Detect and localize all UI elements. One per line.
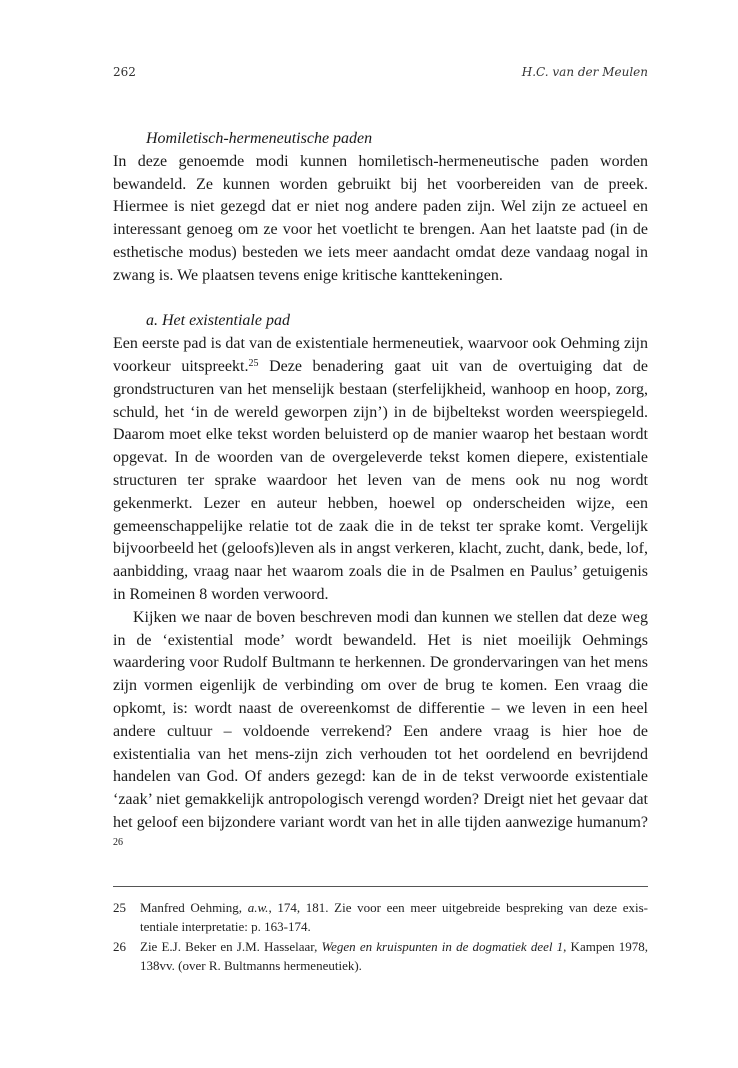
- page-number: 262: [113, 65, 136, 79]
- main-text: [113, 128, 648, 858]
- paragraph-existential-2: [113, 607, 648, 858]
- paragraph-existential-1: [113, 333, 648, 607]
- footnote-text: , Kampen 1978, 138vv. (over R. Bultmanns hermeneutiek).: [140, 939, 649, 973]
- footnote-italic: a.w.: [247, 900, 269, 915]
- section-heading-existential-path: a. Het existentiale pad: [146, 312, 290, 330]
- footnote-text: Manfred Oehming,: [140, 900, 248, 915]
- footnote-26: [113, 938, 648, 975]
- footnote-text: , 174, 181. Zie voor een meer uitgebreide bespreking van deze existentiale interpretatie: p. 163-174.: [140, 900, 648, 934]
- text-span: Kijken we naar de boven beschreven modi dan kunnen we stellen dat deze weg in de ‘existential mode’ wordt bewandeld. Het is niet moeilijk Oehmings waardering voor Rudolf Bultmann te herkennen. De grondervaringen van het mens zijn vormen eigenlijk de verbinding om over de brug te komen. Een vraag die opkomt, is: wordt naast de overeenkomst de differentie – we leven in een heel andere cultuur – voldoende verrekend? Een andere vraag is hier hoe de existentialia van het mens-zijn zich verhouden tot het oordelend en bevrijdend handelen van God. Of anders gezegd: kan de in de tekst verwoorde existentiale ‘zaak’ niet gemakkelijk antropologisch verengd worden? Dreigt niet het gevaar dat het geloof een bijzondere variant wordt van het in alle tijden aanwezige humanum?: [113, 608, 648, 831]
- paragraph-intro: In deze genoemde modi kunnen homiletisch-hermeneutische paden worden bewandeld. Ze kunnen worden gebruikt bij het voorbereiden van de preek. Hiermee is niet gezegd dat er niet nog andere paden zijn. Wel zijn ze actueel en interessant genoeg om ze voor het voetlicht te brengen. Aan het laatste pad (in de esthetische modus) besteden we iets meer aandacht omdat deze vandaag nogal in zwang is. We plaatsen tevens enige kritische kanttekeningen.: [113, 152, 648, 284]
- footnote-italic: Wegen en kruispunten in de dogmatiek deel 1: [321, 939, 564, 954]
- footnote-ref-25[interactable]: 25: [248, 357, 259, 369]
- footnote-number: 25: [113, 900, 126, 915]
- running-title: H.C. van der Meulen: [521, 65, 648, 79]
- footnote-text: Zie E.J. Beker en J.M. Hasselaar,: [140, 939, 322, 954]
- running-head: [113, 65, 648, 83]
- footnotes: [113, 899, 648, 977]
- section-heading-homiletic-paths: Homiletisch-hermeneutische paden: [146, 130, 373, 147]
- footnote-divider: [113, 886, 648, 887]
- text-span: Een eerste pad is dat van de existentiale hermeneutiek, waarvoor ook Oehming zijn voorkeur uitspreekt.: [113, 335, 648, 375]
- text-span: Deze benadering gaat uit van de overtuiging dat de grondstructuren van het menselijk bestaan (sterfelijkheid, wanhoop en hoop, zorg, schuld, het ‘in de wereld geworpen zijn’) in de bijbeltekst worden weerspiegeld. Daarom moet elke tekst worden beluisterd op de manier waarop het bestaan wordt opgevat. In de woorden van de overgeleverde tekst komen diepere, existentiale structuren ter sprake waardoor het leven van de mens ook nu nog wordt gekenmerkt. Lezer en auteur hebben, hoewel op onderscheiden wijze, een gemeenschappelijke relatie tot de zaak die in de tekst ter sprake komt. Vergelijk bijvoorbeeld het (geloofs)leven als in angst verkeren, klacht, zucht, dank, bede, lof, aanbidding, vraag naar het waarom zoals die in de Psalmen en Paulus’ getuigenis in Romeinen 8 worden verwoord.: [113, 357, 649, 603]
- footnote-number: 26: [113, 939, 126, 954]
- footnote-ref-26[interactable]: 26: [113, 836, 123, 848]
- footnote-25: [113, 899, 648, 936]
- section-gap: [113, 288, 648, 311]
